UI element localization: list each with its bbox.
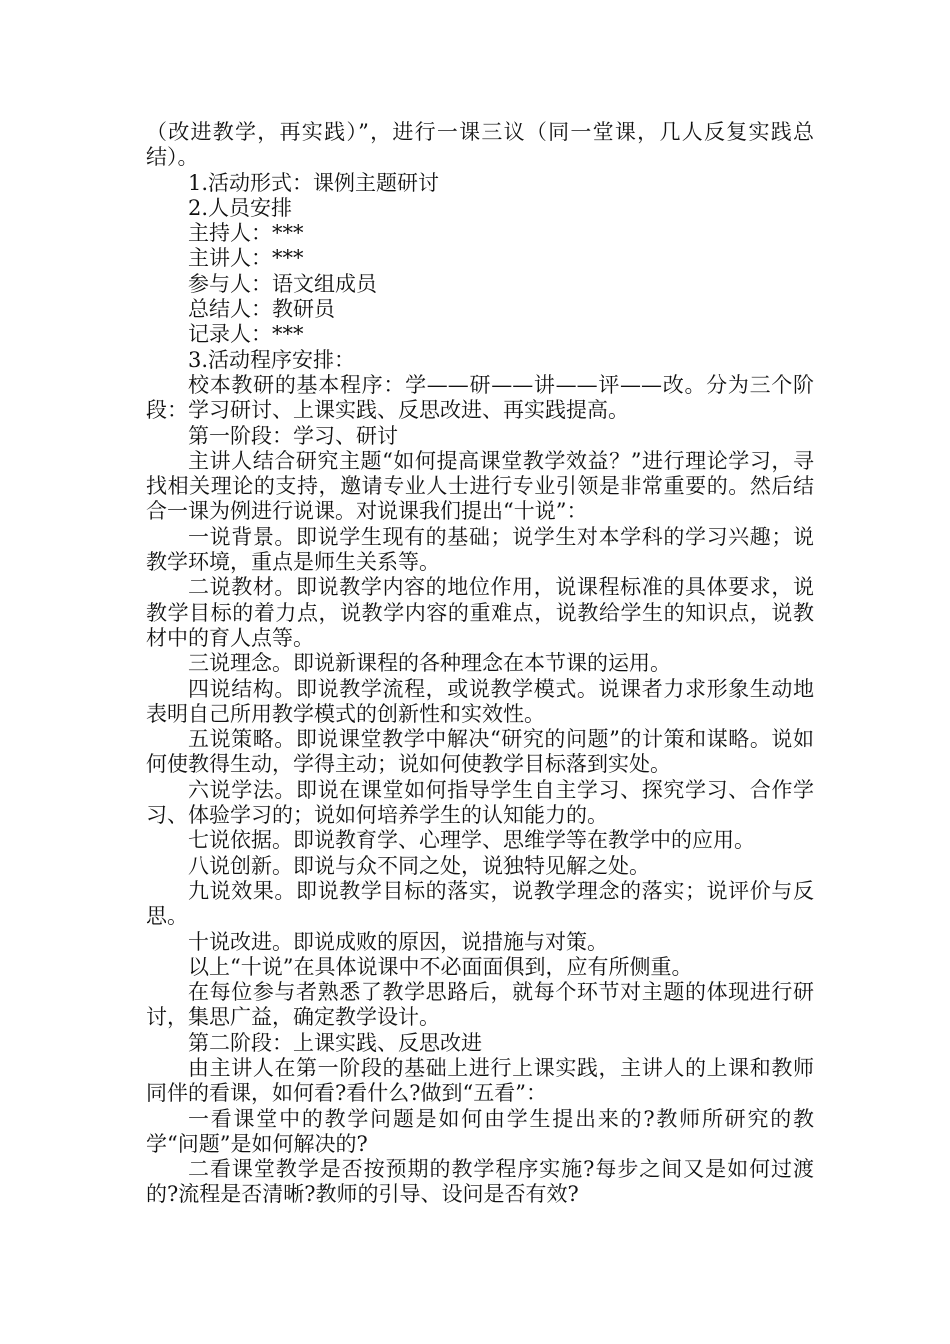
paragraph-discussion: 在每位参与者熟悉了教学思路后，就每个环节对主题的体现进行研讨，集思广益，确定教学设计。 — [146, 980, 814, 1030]
paragraph-staffing-heading: 2.人员安排 — [188, 195, 293, 220]
document-page — [146, 120, 814, 1208]
paragraph-speaker: 主讲人：*** — [188, 246, 304, 271]
paragraph-shuo-9: 九说效果。即说教学目标的落实，说教学理念的落实；说评价与反思。 — [146, 878, 814, 929]
paragraph-kan-2: 二看课堂教学是否按预期的教学程序实施?每步之间又是如何过渡的?流程是否清晰?教师的引导、设问是否有效? — [146, 1157, 814, 1207]
paragraph-basic-procedure: 校本教研的基本程序：学——研——讲——评——改。分为三个阶段：学习研讨、上课实践、反思改进、再实践提高。 — [146, 372, 814, 423]
paragraph-shuo-3: 三说理念。即说新课程的各种理念在本节课的运用。 — [188, 651, 671, 676]
paragraph-kan-1: 一看课堂中的教学问题是如何由学生提出来的?教师所研究的教学“问题”是如何解决的? — [146, 1106, 814, 1156]
paragraph-shuo-2: 二说教材。即说教学内容的地位作用，说课程标准的具体要求，说教学目标的着力点，说教学内容的重难点，说教给学生的知识点，说教材中的育人点等。 — [146, 575, 814, 650]
paragraph-shuo-6: 六说学法。即说在课堂如何指导学生自主学习、探究学习、合作学习、体验学习的；说如何培养学生的认知能力的。 — [146, 777, 814, 828]
paragraph-shuo-4: 四说结构。即说教学流程，或说教学模式。说课者力求形象生动地表明自己所用教学模式的创新性和实效性。 — [146, 676, 814, 726]
paragraph-activity-form: 1.活动形式：课例主题研讨 — [188, 170, 440, 195]
paragraph-shuo-10: 十说改进。即说成败的原因，说措施与对策。 — [188, 929, 608, 954]
paragraph-shuo-5: 五说策略。即说课堂教学中解决“研究的问题”的计策和谋略。说如何使教得生动，学得主动；说如何使教学目标落到实处。 — [146, 727, 814, 777]
paragraph-shuo-7: 七说依据。即说教育学、心理学、思维学等在教学中的应用。 — [188, 828, 755, 853]
paragraph-summarizer: 总结人：教研员 — [188, 297, 335, 322]
paragraph-stage-two-body: 由主讲人在第一阶段的基础上进行上课实践，主讲人的上课和教师同伴的看课，如何看?看什么?做到“五看”： — [146, 1055, 814, 1106]
paragraph-stage-one-body: 主讲人结合研究主题“如何提高课堂教学效益？”进行理论学习，寻找相关理论的支持，邀请专业人士进行专业引领是非常重要的。然后结合一课为例进行说课。对说课我们提出“十说”： — [146, 448, 814, 524]
paragraph-shuo-summary: 以上“十说”在具体说课中不必面面俱到，应有所侧重。 — [188, 954, 693, 979]
paragraph-participants: 参与人：语文组成员 — [188, 271, 377, 296]
paragraph-stage-two-heading: 第二阶段：上课实践、反思改进 — [188, 1030, 482, 1055]
paragraph-host: 主持人：*** — [188, 221, 304, 246]
paragraph-procedure-heading: 3.活动程序安排： — [188, 347, 356, 372]
paragraph-continuation: （改进教学，再实践）”，进行一课三议（同一堂课，几人反复实践总结）。 — [146, 120, 814, 170]
paragraph-recorder: 记录人：*** — [188, 322, 304, 347]
paragraph-shuo-8: 八说创新。即说与众不同之处，说独特见解之处。 — [188, 853, 650, 878]
paragraph-stage-one-heading: 第一阶段：学习、研讨 — [188, 423, 398, 448]
paragraph-shuo-1: 一说背景。即说学生现有的基础；说学生对本学科的学习兴趣；说教学环境，重点是师生关系等。 — [146, 524, 814, 575]
